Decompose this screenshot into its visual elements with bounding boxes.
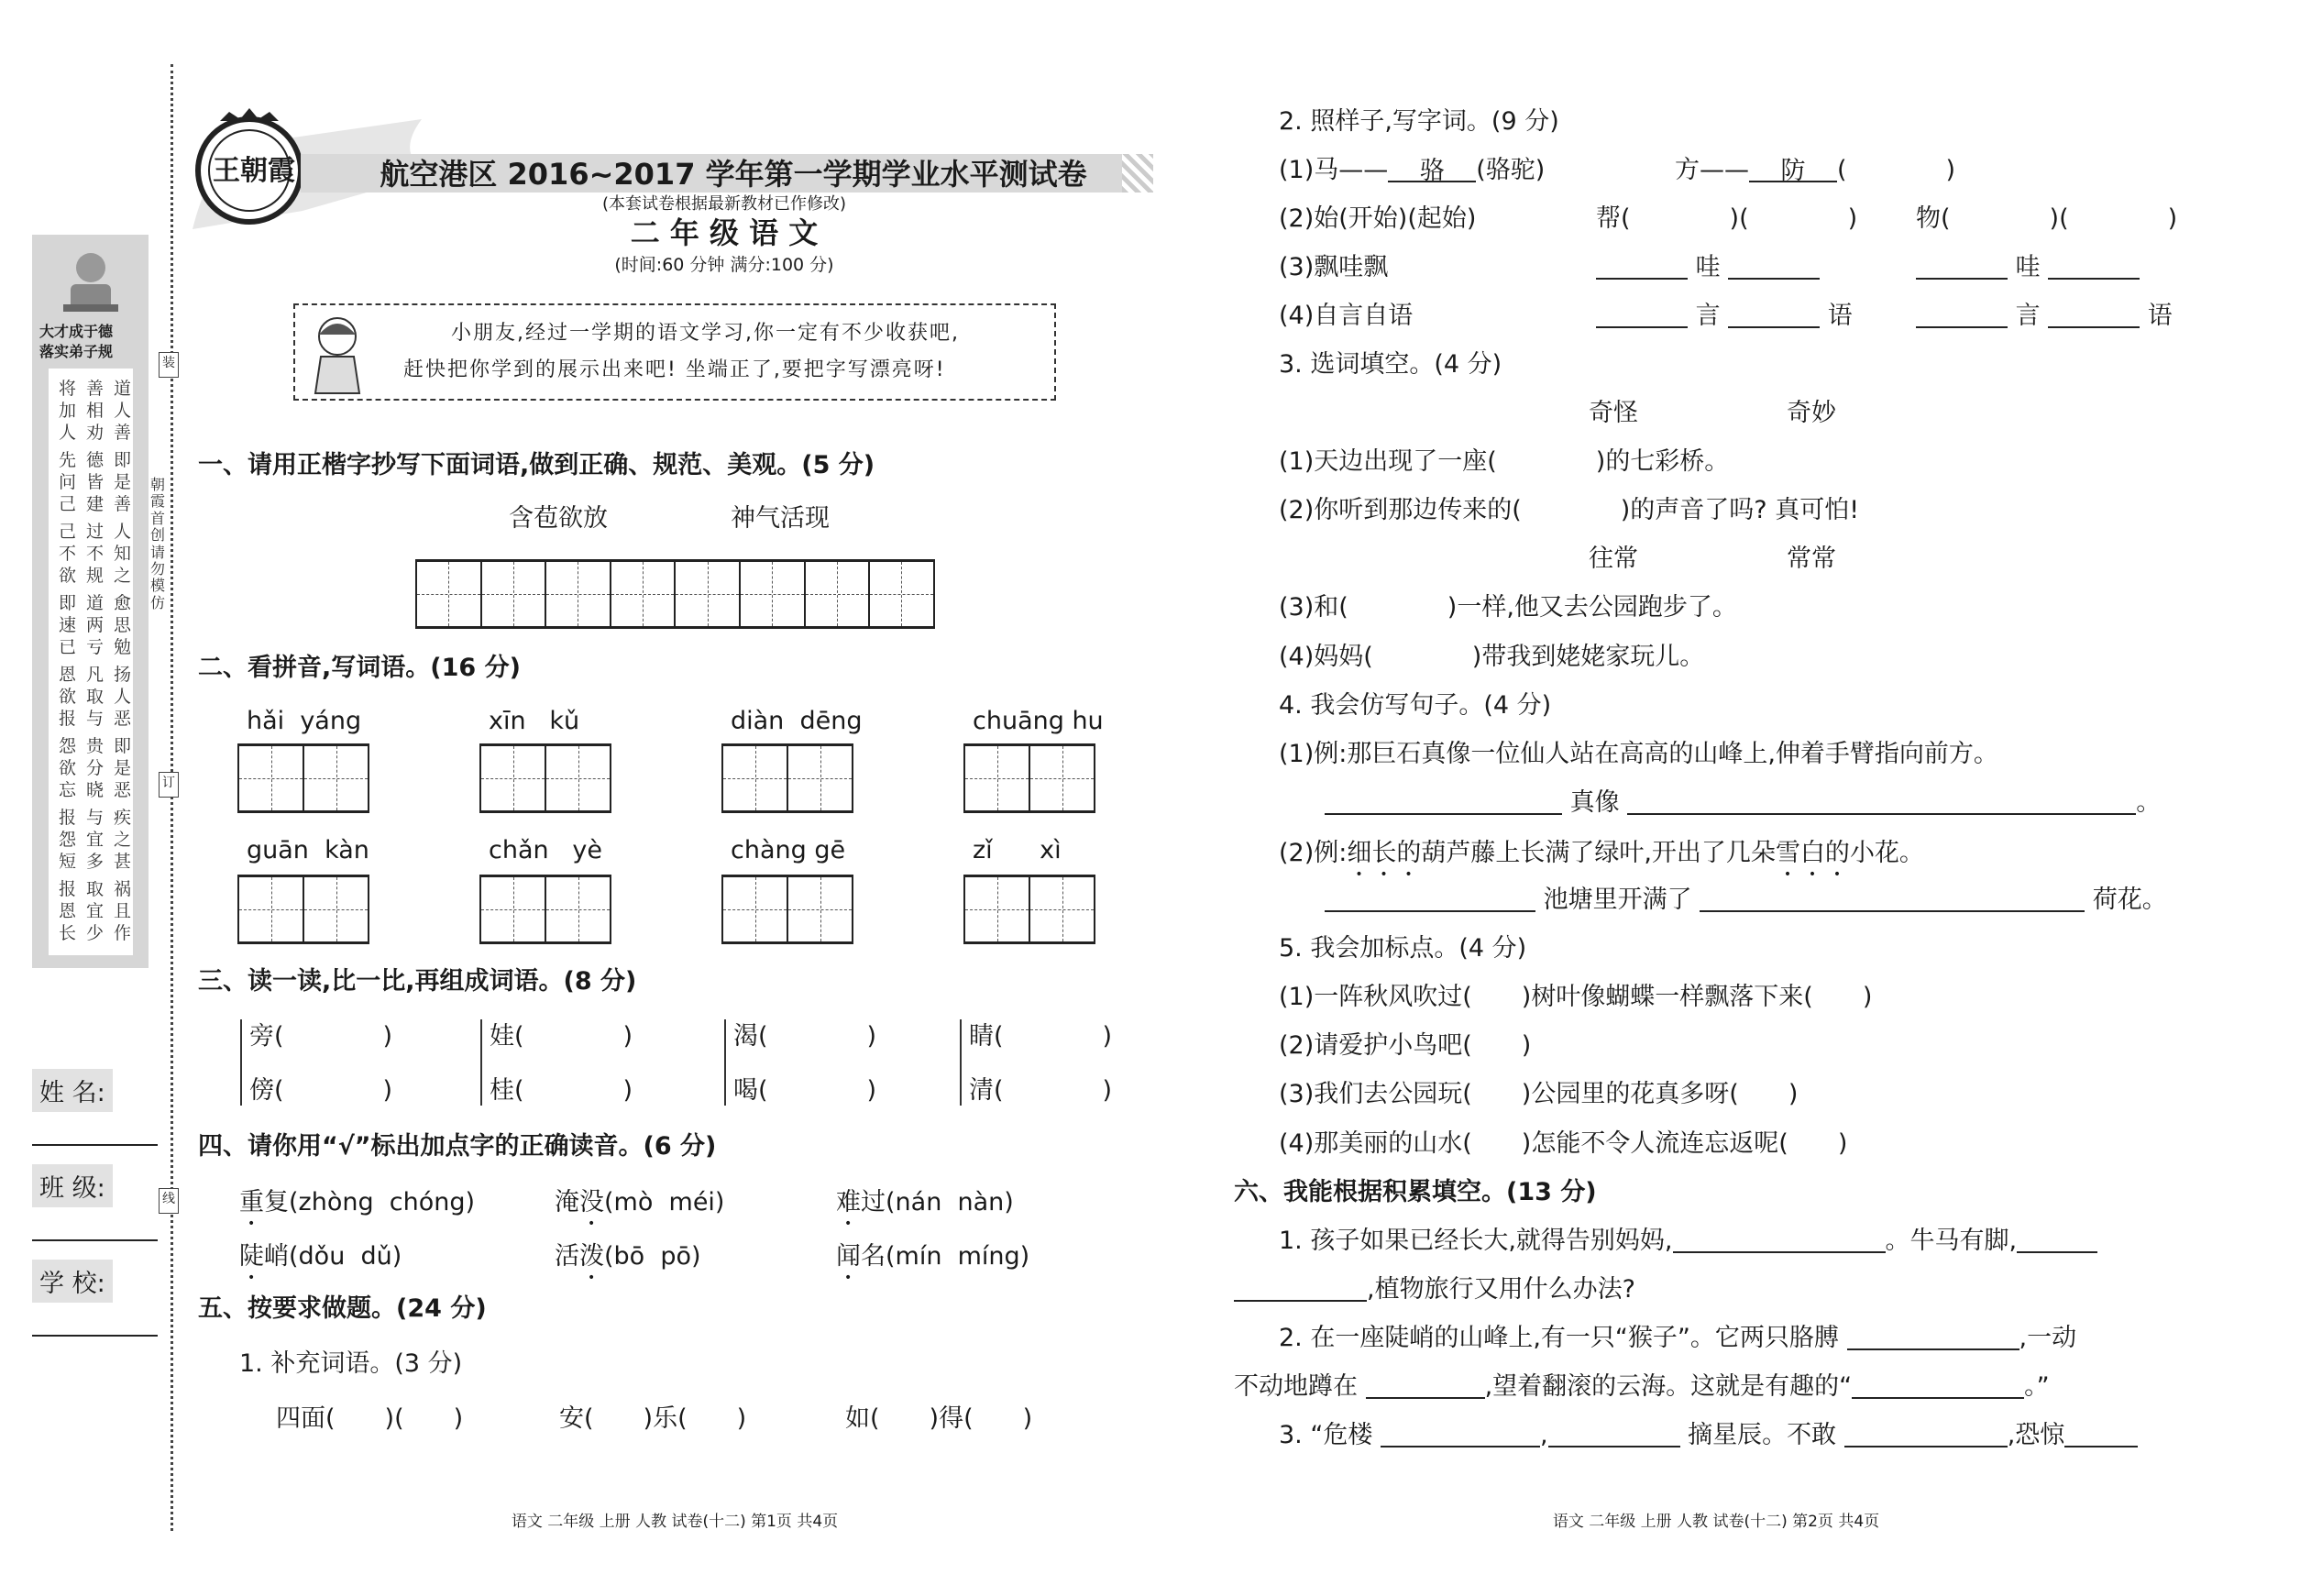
name-label: 姓 名:	[32, 1069, 113, 1112]
motto-group	[49, 593, 142, 657]
binding-mark: 线	[159, 1188, 179, 1214]
pinyin-writing-box[interactable]	[963, 875, 1095, 944]
dotted-words: 细长的	[1347, 839, 1422, 867]
q2-blank-row	[1596, 255, 1820, 280]
word-char: 过	[861, 1188, 886, 1216]
dotted-char: 泼	[579, 1242, 604, 1271]
fill-item[interactable]: 安( )乐( )	[559, 1404, 747, 1433]
q5-item[interactable]: (4)那美丽的山水( )怎能不令人流连忘返呢( )	[1279, 1129, 1848, 1158]
class-field[interactable]	[32, 1239, 158, 1241]
revision-note: (本套试卷根据最新教材已作修改)	[601, 194, 847, 214]
binding-mark: 订	[159, 772, 179, 798]
writing-grid[interactable]	[415, 559, 935, 629]
q4-text: 真像	[1569, 788, 1620, 817]
s6-text: 3. “危楼	[1279, 1421, 1373, 1449]
section-5-title: 五、按要求做题。(24 分)	[198, 1294, 487, 1323]
grid-cell[interactable]	[611, 562, 677, 626]
motto-text	[49, 369, 142, 955]
q5-item[interactable]: (2)请爱护小鸟吧( )	[1279, 1031, 1532, 1060]
q4-title: 4. 我会仿写句子。(4 分)	[1279, 691, 1552, 720]
grid-cell[interactable]	[239, 746, 304, 810]
q2-item-text: 哇	[1695, 253, 1721, 281]
pinyin-options[interactable]: (bō pō)	[604, 1242, 701, 1271]
q4-example-1: (1)例:那巨石真像一位仙人站在高高的山峰上,伸着手臂指向前方。	[1279, 740, 1998, 768]
q2-item-text: (4)自言自语	[1279, 302, 1414, 330]
answer-blank[interactable]	[1728, 304, 1820, 328]
pinyin-label: xīn kǔ	[489, 707, 580, 735]
pair-item[interactable]: 娃( )	[490, 1022, 633, 1051]
grid-cell[interactable]	[304, 877, 369, 941]
pair-item[interactable]: 旁( )	[249, 1022, 393, 1051]
dotted-char: 没	[579, 1188, 604, 1216]
motto-group	[49, 379, 142, 443]
grid-cell[interactable]	[676, 562, 741, 626]
s6-line	[1279, 1423, 2138, 1447]
q2-item-text: (3)飘哇飘	[1279, 253, 1389, 281]
q4-text: 池塘里开满了	[1543, 886, 1692, 914]
q1-title: 1. 补充词语。(3 分)	[239, 1349, 463, 1378]
s6-text: ,植物旅行又用什么办法?	[1367, 1275, 1635, 1304]
pair-item[interactable]: 傍( )	[249, 1076, 393, 1105]
s6-line	[1279, 1326, 2076, 1350]
s6-text: 。牛马有脚,	[1885, 1227, 2018, 1255]
q2-blank-row	[1916, 255, 2140, 280]
pinyin-writing-box[interactable]	[721, 743, 853, 813]
intro-box	[293, 303, 1056, 401]
word-char: 峭	[264, 1242, 289, 1271]
grid-cell[interactable]	[304, 746, 369, 810]
motto-sidebar	[32, 235, 149, 968]
word-option: 往常	[1589, 545, 1638, 573]
intro-line-1: 小朋友,经过一学期的语文学习,你一定有不少收获吧,	[451, 322, 960, 345]
school-label: 学 校:	[32, 1260, 113, 1303]
pinyin-label: zǐ xì	[973, 836, 1062, 864]
q2-item-text: 言	[1695, 302, 1721, 330]
pair-item[interactable]: 喝( )	[733, 1076, 877, 1105]
grid-cell[interactable]	[481, 746, 546, 810]
s6-text: 2. 在一座陡峭的山峰上,有一只“猴子”。它两只胳膊	[1279, 1324, 1839, 1352]
section-2-title: 二、看拼音,写词语。(16 分)	[198, 654, 521, 682]
grid-cell[interactable]	[870, 562, 935, 626]
logo-text: 王朝霞	[213, 155, 295, 187]
pinyin-options[interactable]: (zhòng chóng)	[289, 1188, 476, 1216]
answer-blank[interactable]	[1596, 304, 1688, 328]
answer-blank[interactable]	[1916, 304, 2008, 328]
answer-blank[interactable]	[2048, 256, 2140, 280]
pinyin-label: hǎi yáng	[247, 707, 362, 735]
answer-blank[interactable]	[2048, 304, 2140, 328]
motto-row: 恩凡扬	[59, 665, 142, 685]
q4-text: 小花。	[1849, 839, 1924, 867]
grid-cell[interactable]	[482, 562, 547, 626]
reading-item[interactable]	[836, 1188, 1014, 1231]
exam-title: 航空港区 2016~2017 学年第一学期学业水平测试卷	[380, 157, 1087, 192]
q4-text: 荷花。	[2092, 886, 2167, 914]
grid-cell[interactable]	[239, 877, 304, 941]
q3-sentence[interactable]: (3)和( )一样,他又去公园跑步了。	[1279, 593, 1737, 622]
fill-item[interactable]: 四面( )( )	[276, 1404, 464, 1433]
answer-blank[interactable]: 物( )( )	[1916, 204, 2178, 233]
copy-word: 神气活现	[731, 504, 830, 533]
q4-answer-1	[1325, 790, 2161, 815]
pinyin-writing-box[interactable]	[237, 875, 369, 944]
s6-text: 1. 孩子如果已经长大,就得告别妈妈,	[1279, 1227, 1673, 1255]
intro-line-2: 赶快把你学到的展示出来吧! 坐端正了,要把字写漂亮呀!	[403, 358, 946, 381]
s6-text: ,望着翻滚的云海。这就是有趣的“	[1484, 1372, 1853, 1401]
reading-item[interactable]	[836, 1242, 1029, 1285]
reading-item[interactable]	[555, 1242, 701, 1285]
answer-blank[interactable]	[1548, 1424, 1680, 1447]
word-char: 名	[861, 1242, 886, 1271]
pair-bracket	[240, 1019, 242, 1106]
pinyin-label: chàng gē	[731, 836, 846, 864]
grid-cell[interactable]	[546, 562, 611, 626]
pair-bracket	[724, 1019, 726, 1106]
motto-group	[49, 450, 142, 514]
motto-row: 短多甚	[59, 852, 142, 872]
answer-blank[interactable]	[1852, 1375, 2024, 1399]
motto-group	[49, 522, 142, 586]
motto-row: 已亏勉	[59, 637, 142, 657]
reading-item[interactable]	[239, 1242, 402, 1285]
q2-title: 2. 照样子,写字词。(9 分)	[1279, 107, 1559, 136]
dotted-char: 闻	[836, 1242, 861, 1271]
answer-blank[interactable]: ( )	[1837, 156, 1956, 184]
time-score: (时间:60 分钟 满分:100 分)	[614, 255, 834, 275]
section-6-title: 六、我能根据积累填空。(13 分)	[1234, 1178, 1597, 1206]
motto-row: 不不知	[59, 544, 142, 564]
pinyin-writing-box[interactable]	[963, 743, 1095, 813]
answer-blank[interactable]	[1325, 791, 1562, 815]
grid-cell[interactable]	[723, 877, 788, 941]
dotted-char: 陡	[239, 1242, 264, 1271]
answer-example: 骆	[1388, 159, 1476, 182]
motto-row: 速两思	[59, 615, 142, 635]
q4-answer-2	[1325, 887, 2167, 912]
pinyin-label: diàn dēng	[731, 707, 863, 735]
reading-item[interactable]	[239, 1188, 475, 1231]
motto-group	[49, 879, 142, 943]
motto-row: 欲规之	[59, 566, 142, 586]
answer-blank[interactable]	[1673, 1229, 1886, 1253]
dotted-words: 雪白的	[1775, 839, 1850, 867]
q2-line-1	[1279, 156, 1546, 185]
motto-row: 先德即	[59, 450, 142, 470]
answer-blank[interactable]	[1234, 1278, 1367, 1302]
s6-line	[1234, 1374, 2050, 1399]
q3-sentence[interactable]: (4)妈妈( )带我到姥姥家玩儿。	[1279, 643, 1705, 671]
grid-cell[interactable]	[741, 562, 806, 626]
q2-blank-row	[1916, 303, 2173, 328]
pair-item[interactable]: 清( )	[969, 1076, 1113, 1105]
answer-blank[interactable]	[1700, 888, 2085, 912]
dotted-char: 难	[836, 1188, 861, 1216]
q3-sentence[interactable]: (1)天边出现了一座( )的七彩桥。	[1279, 447, 1730, 476]
answer-blank[interactable]: 帮( )( )	[1596, 204, 1858, 233]
motto-row: 长少作	[59, 923, 142, 943]
motto-row: 己过人	[59, 522, 142, 542]
q2-item-text: 哇	[2015, 253, 2041, 281]
pinyin-options[interactable]: (mín míng)	[886, 1242, 1030, 1271]
motto-header: 大才成于德	[39, 323, 114, 340]
grid-cell[interactable]	[965, 746, 1030, 810]
page-1-footer: 语文 二年级 上册 人教 试卷(十二) 第1页 共4页	[511, 1513, 839, 1531]
section-4-title: 四、请你用“√”标出加点字的正确读音。(6 分)	[198, 1132, 717, 1161]
pinyin-options[interactable]: (nán nàn)	[886, 1188, 1014, 1216]
q4-example-2	[1279, 839, 1924, 882]
word-char: 活	[555, 1242, 579, 1271]
answer-blank[interactable]	[1366, 1375, 1485, 1399]
motto-row: 欲分是	[59, 758, 142, 778]
motto-row: 己建善	[59, 494, 142, 514]
q2-item-text: (骆驼)	[1476, 156, 1546, 184]
pinyin-writing-box[interactable]	[237, 743, 369, 813]
motto-row: 欲取人	[59, 687, 142, 707]
answer-blank[interactable]	[1844, 1424, 2008, 1447]
motto-row: 人劝善	[59, 423, 142, 443]
pinyin-options[interactable]: (mò méi)	[604, 1188, 725, 1216]
motto-row: 怨宜之	[59, 830, 142, 850]
q2-blank-row	[1596, 303, 1853, 328]
grid-cell[interactable]	[788, 746, 853, 810]
q3-sentence[interactable]: (2)你听到那边传来的( )的声音了吗? 真可怕!	[1279, 496, 1860, 524]
grid-cell[interactable]	[546, 746, 611, 810]
q5-item[interactable]: (1)一阵秋风吹过( )树叶像蝴蝶一样飘落下来( )	[1279, 983, 1873, 1011]
title-band-pattern	[1122, 154, 1153, 193]
subject-title: 二 年 级 语 文	[630, 215, 819, 250]
grid-cell[interactable]	[1030, 877, 1095, 941]
q4-text: (2)例:	[1279, 839, 1348, 867]
pinyin-label: chǎn yè	[489, 836, 602, 864]
fill-item[interactable]: 如( )得( )	[845, 1404, 1033, 1433]
pinyin-options[interactable]: (dǒu dǔ)	[289, 1242, 402, 1271]
answer-given: 防	[1749, 159, 1837, 182]
motto-row: 怨贵即	[59, 736, 142, 756]
motto-header: 落实弟子规	[39, 343, 114, 360]
q2-item-text: (1)马——	[1279, 156, 1389, 184]
word-option: 奇怪	[1589, 399, 1638, 427]
motto-group	[49, 808, 142, 872]
q2-item-text: 方——	[1675, 156, 1749, 184]
answer-blank[interactable]	[1381, 1424, 1540, 1447]
word-char: 复	[264, 1188, 289, 1216]
cut-line	[171, 64, 173, 1531]
binding-mark: 装	[159, 352, 179, 378]
motto-row: 问皆是	[59, 472, 142, 492]
s6-text: 。”	[2024, 1372, 2050, 1401]
motto-row: 报与恶	[59, 709, 142, 729]
pinyin-writing-box[interactable]	[479, 875, 611, 944]
grid-cell[interactable]	[481, 877, 546, 941]
girl-illustration-icon	[308, 311, 372, 395]
answer-blank[interactable]	[1916, 256, 2008, 280]
class-label: 班 级:	[32, 1164, 113, 1207]
word-option: 常常	[1787, 545, 1836, 573]
motto-row: 报取祸	[59, 879, 142, 899]
section-3-title: 三、读一读,比一比,再组成词语。(8 分)	[198, 967, 637, 996]
student-illustration-icon	[58, 248, 124, 321]
grid-cell[interactable]	[417, 562, 482, 626]
school-field[interactable]	[32, 1335, 158, 1337]
motto-row: 将善道	[59, 379, 142, 399]
section-1-title: 一、请用正楷字抄写下面词语,做到正确、规范、美观。(5 分)	[198, 451, 875, 479]
s6-text: ,恐惊	[2007, 1421, 2065, 1449]
answer-blank[interactable]	[1728, 256, 1820, 280]
q2-item-text: 言	[2015, 302, 2041, 330]
s6-line	[1234, 1277, 1635, 1302]
pair-bracket	[480, 1019, 482, 1106]
pair-item[interactable]: 睛( )	[969, 1022, 1113, 1051]
vertical-note: 朝霞首创 请勿模仿	[150, 476, 166, 611]
dotted-char: 重	[239, 1188, 264, 1216]
motto-group	[49, 665, 142, 729]
answer-blank[interactable]	[1325, 888, 1535, 912]
answer-blank[interactable]	[1627, 791, 2136, 815]
word-option: 奇妙	[1787, 399, 1836, 427]
motto-row: 报与疾	[59, 808, 142, 828]
q2-item-text: 语	[2147, 302, 2173, 330]
q5-item[interactable]: (3)我们去公园玩( )公园里的花真多呀( )	[1279, 1080, 1799, 1108]
answer-blank[interactable]	[1847, 1326, 2019, 1350]
s6-text: 摘星辰。不敢	[1688, 1421, 1837, 1449]
pair-bracket	[960, 1019, 962, 1106]
motto-row: 忘晓恶	[59, 780, 142, 800]
reading-item[interactable]	[555, 1188, 724, 1231]
q2-item-text: 语	[1827, 302, 1853, 330]
grid-cell[interactable]	[546, 877, 611, 941]
answer-blank[interactable]	[2064, 1424, 2138, 1447]
motto-row: 恩宜且	[59, 901, 142, 921]
motto-row: 即道愈	[59, 593, 142, 613]
grid-cell[interactable]	[1030, 746, 1095, 810]
q3-title: 3. 选词填空。(4 分)	[1279, 350, 1502, 379]
q4-text: 。	[2136, 788, 2162, 817]
grid-cell[interactable]	[806, 562, 871, 626]
answer-blank[interactable]	[2017, 1229, 2097, 1253]
pinyin-writing-box[interactable]	[721, 875, 853, 944]
s6-text: ,	[1539, 1421, 1548, 1449]
grid-cell[interactable]	[788, 877, 853, 941]
s6-line	[1279, 1228, 2097, 1253]
motto-row: 加相人	[59, 401, 142, 421]
q2-line-1b	[1675, 156, 1956, 185]
word-char: 淹	[555, 1188, 579, 1216]
motto-group	[49, 736, 142, 800]
page-2-footer: 语文 二年级 上册 人教 试卷(十二) 第2页 共4页	[1552, 1513, 1880, 1531]
s6-text: ,一动	[2019, 1324, 2077, 1352]
answer-blank[interactable]	[1596, 256, 1688, 280]
pair-item[interactable]: 渴( )	[733, 1022, 877, 1051]
pinyin-label: chuāng hu	[973, 707, 1104, 735]
grid-cell[interactable]	[723, 746, 788, 810]
s6-text: 不动地蹲在	[1234, 1372, 1358, 1401]
q4-text: 葫芦藤上长满了绿叶,开出了几朵	[1421, 839, 1776, 867]
grid-cell[interactable]	[965, 877, 1030, 941]
copy-word: 含苞欲放	[509, 504, 608, 533]
q5-title: 5. 我会加标点。(4 分)	[1279, 934, 1527, 963]
pinyin-writing-box[interactable]	[479, 743, 611, 813]
pair-item[interactable]: 桂( )	[490, 1076, 633, 1105]
name-field[interactable]	[32, 1144, 158, 1146]
pinyin-label: guān kàn	[247, 836, 369, 864]
q2-item-text: (2)始(开始)(起始)	[1279, 204, 1477, 233]
